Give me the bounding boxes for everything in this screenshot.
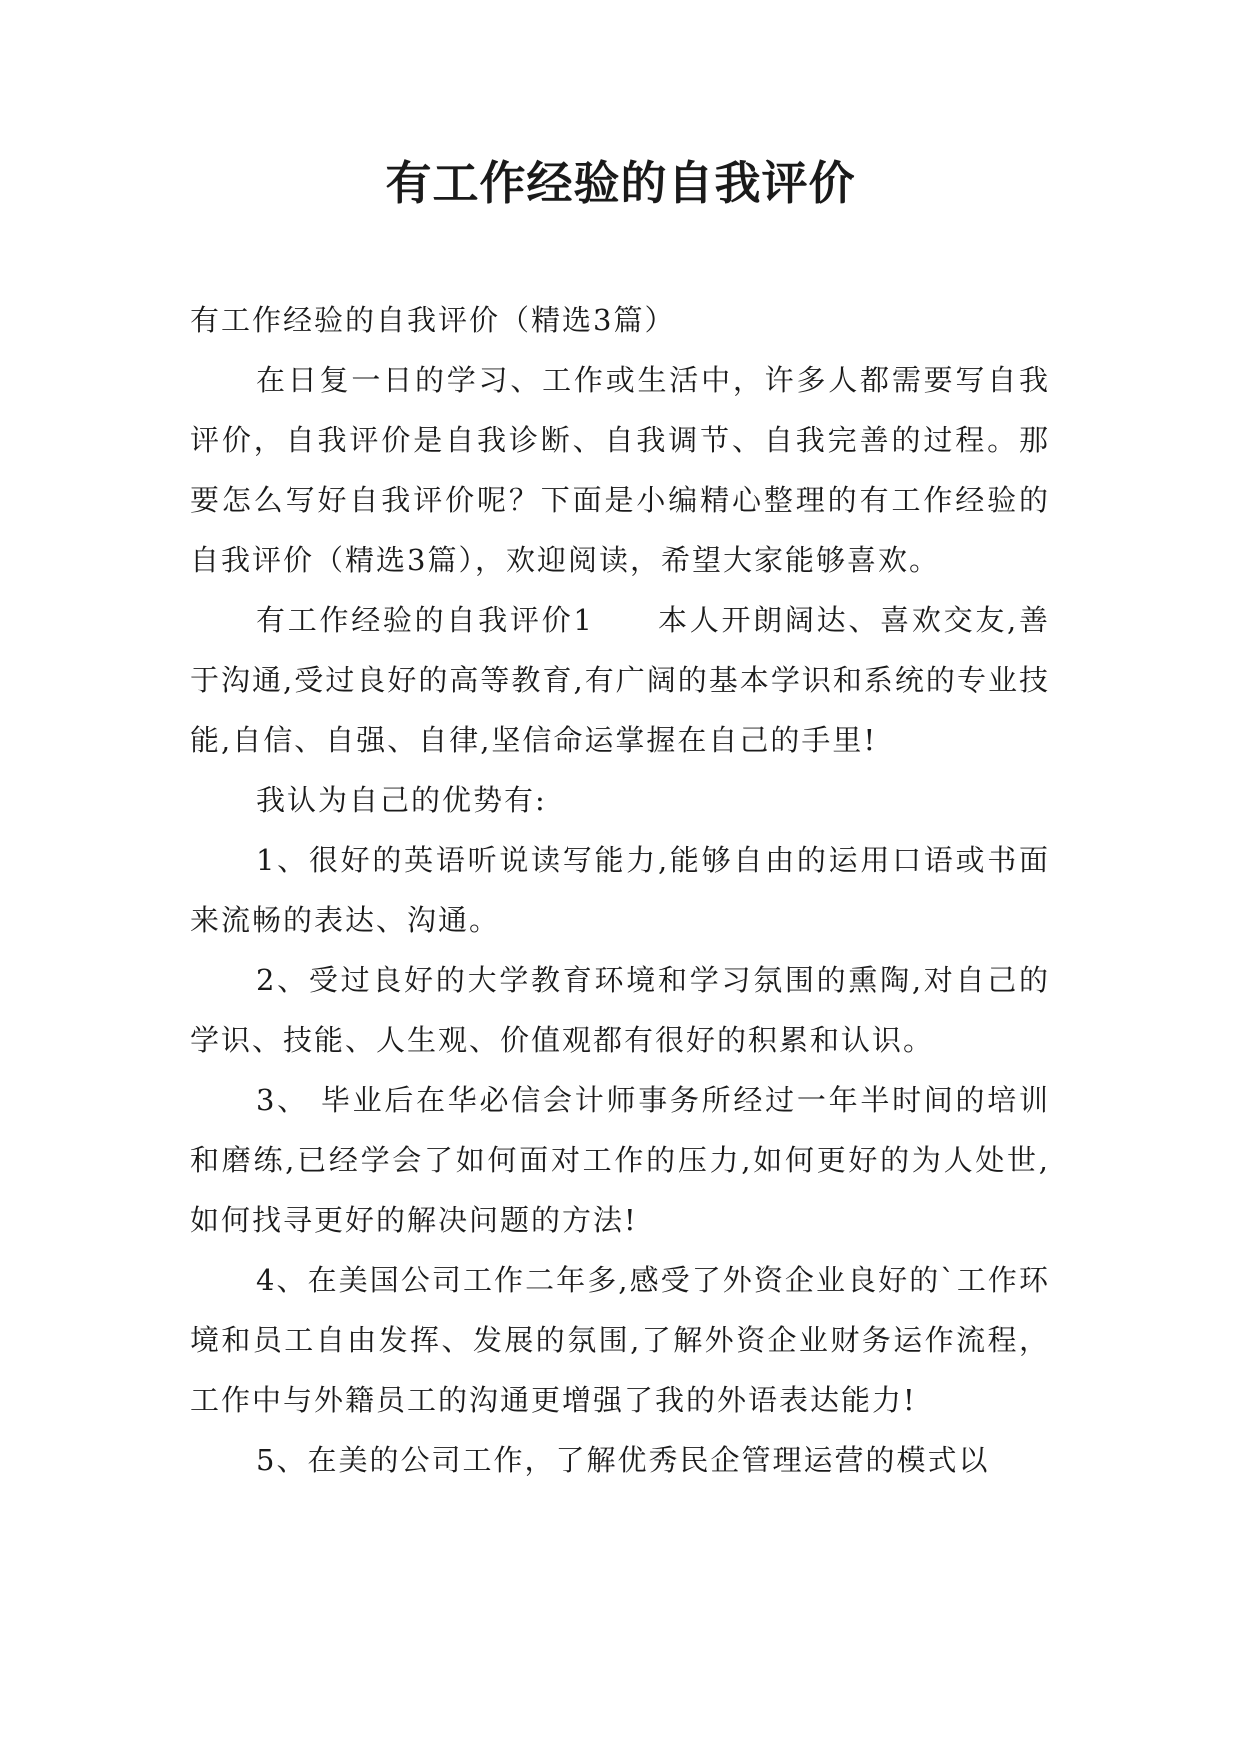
intro-paragraph: 在日复一日的学习、工作或生活中，许多人都需要写自我评价，自我评价是自我诊断、自我调节、自我完善的过程。那要怎么写好自我评价呢？下面是小编精心整理的有工作经验的自我评价（精选3篇），欢迎阅读，希望大家能够喜欢。 [190,363,1050,577]
advantage-item-2: 2、受过良好的大学教育环境和学习氛围的熏陶,对自己的学识、技能、人生观、价值观都有很好的积累和认识。 [190,963,1050,1057]
document-subtitle: 有工作经验的自我评价（精选3篇） [190,303,676,337]
advantage-item-1: 1、很好的英语听说读写能力,能够自由的运用口语或书面来流畅的表达、沟通。 [190,843,1050,937]
advantages-heading: 我认为自己的优势有: [256,783,547,817]
advantage-item-4: 4、在美国公司工作二年多,感受了外资企业良好的`工作环境和员工自由发挥、发展的氛围,了解外资企业财务运作流程，工作中与外籍员工的沟通更增强了我的外语表达能力! [190,1263,1050,1417]
advantage-item-3: 3、 毕业后在华必信会计师事务所经过一年半时间的培训和磨练,已经学会了如何面对工作的压力,如何更好的为人处世,如何找寻更好的解决问题的方法! [190,1083,1050,1237]
advantage-item-5: 5、在美的公司工作，了解优秀民企管理运营的模式以 [256,1443,990,1477]
section-1-paragraph: 有工作经验的自我评价1 本人开朗阔达、喜欢交友,善于沟通,受过良好的高等教育,有广阔的基本学识和系统的专业技能,自信、自强、自律,坚信命运掌握在自己的手里! [190,603,1050,757]
document-body [190,290,1050,1490]
document-title: 有工作经验的自我评价 [385,156,856,210]
